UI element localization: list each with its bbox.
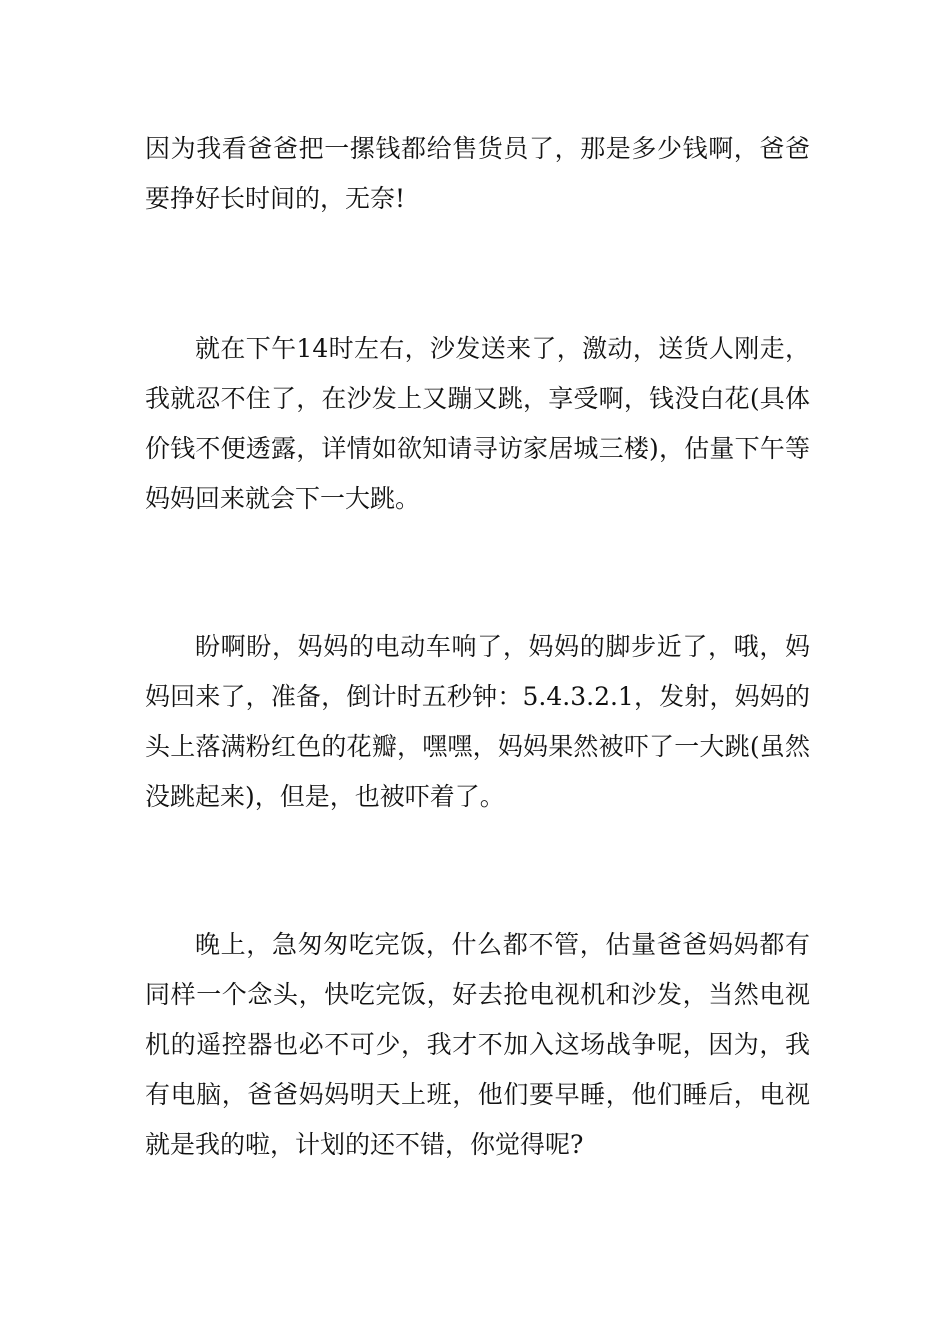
paragraph-2: 就在下午14时左右，沙发送来了，激动，送货人刚走，我就忍不住了，在沙发上又蹦又跳，享受啊，钱没白花(具体价钱不便透露，详情如欲知请寻访家居城三楼)，估量下午等妈妈回来就会下一大跳。 bbox=[145, 334, 810, 513]
paragraph-4: 晚上，急匆匆吃完饭，什么都不管，估量爸爸妈妈都有同样一个念头，快吃完饭，好去抢电视机和沙发，当然电视机的遥控器也必不可少，我才不加入这场战争呢，因为，我有电脑，爸爸妈妈明天上班，他们要早睡，他们睡后，电视就是我的啦，计划的还不错，你觉得呢? bbox=[145, 930, 810, 1159]
paragraph-1: 因为我看爸爸把一摞钱都给售货员了，那是多少钱啊，爸爸要挣好长时间的，无奈! bbox=[145, 134, 810, 213]
paragraph-3: 盼啊盼，妈妈的电动车响了，妈妈的脚步近了，哦，妈妈回来了，准备，倒计时五秒钟：5.4.3.2.1，发射，妈妈的头上落满粉红色的花瓣，嘿嘿，妈妈果然被吓了一大跳(虽然没跳起来)，但是，也被吓着了。 bbox=[145, 632, 810, 811]
